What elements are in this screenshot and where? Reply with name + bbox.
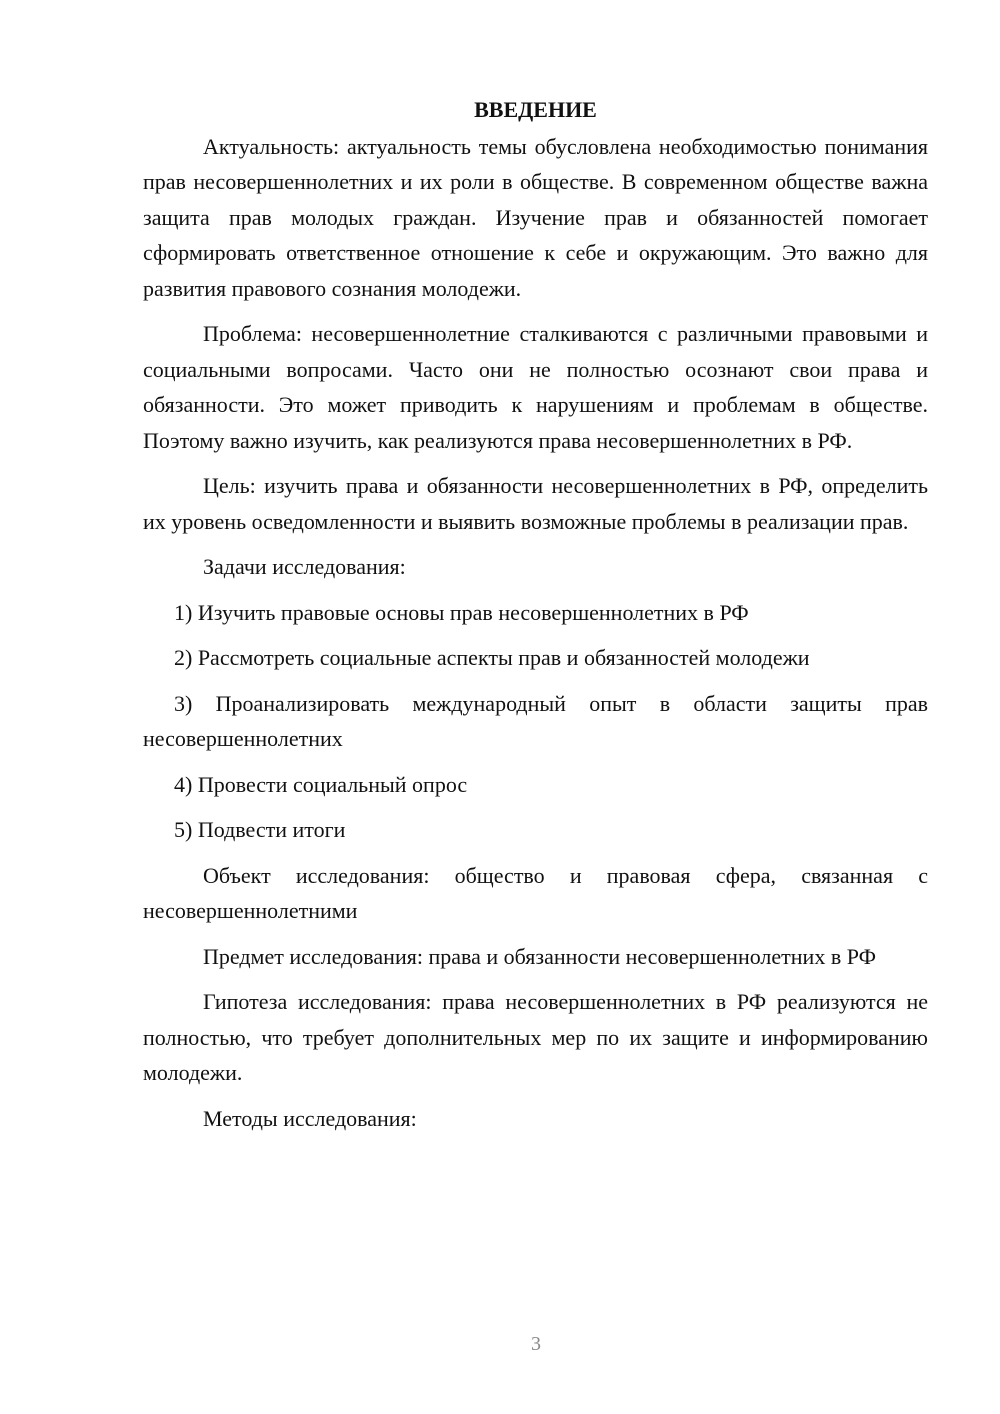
page-number: 3 bbox=[531, 1333, 541, 1355]
task-item-5: 5) Подвести итоги bbox=[174, 817, 346, 842]
paragraph-relevance: Актуальность: актуальность темы обусловлена необходимостью понимания прав несовершеннолетних и их роли в обществе. В современном обществе важна защита прав молодых граждан. Изучение прав и обязанностей помогает сформировать ответственное отношение к себе и окружающим. Это важно для развития правового сознания молодежи. bbox=[143, 133, 928, 301]
section-title: ВВЕДЕНИЕ bbox=[474, 97, 597, 122]
task-item-1: 1) Изучить правовые основы прав несовершеннолетних в РФ bbox=[174, 599, 749, 625]
paragraph-subject: Предмет исследования: права и обязанности несовершеннолетних в РФ bbox=[203, 943, 876, 969]
tasks-heading: Задачи исследования: bbox=[203, 554, 406, 579]
task-item-4: 4) Провести социальный опрос bbox=[174, 771, 468, 797]
paragraph-methods: Методы исследования: bbox=[203, 1105, 417, 1131]
paragraph-goal: Цель: изучить права и обязанности несовершеннолетних в РФ, определить их уровень осведомленности и выявить возможные проблемы в реализации прав. bbox=[143, 473, 928, 534]
task-item-3: 3) Проанализировать международный опыт в области защиты прав несовершеннолетних bbox=[143, 690, 928, 751]
task-item-2: 2) Рассмотреть социальные аспекты прав и обязанностей молодежи bbox=[174, 645, 810, 670]
page-content bbox=[143, 92, 928, 1146]
paragraph-problem: Проблема: несовершеннолетние сталкиваются с различными правовыми и социальными вопросами. Часто они не полностью осознают свои права и обязанности. Это может приводить к нарушениям и проблемам в обществе. Поэтому важно изучить, как реализуются права несовершеннолетних в РФ. bbox=[143, 321, 928, 453]
paragraph-hypothesis: Гипотеза исследования: права несовершеннолетних в РФ реализуются не полностью, что требует дополнительных мер по их защите и информированию молодежи. bbox=[143, 989, 928, 1085]
paragraph-object: Объект исследования: общество и правовая сфера, связанная с несовершеннолетними bbox=[143, 862, 928, 923]
